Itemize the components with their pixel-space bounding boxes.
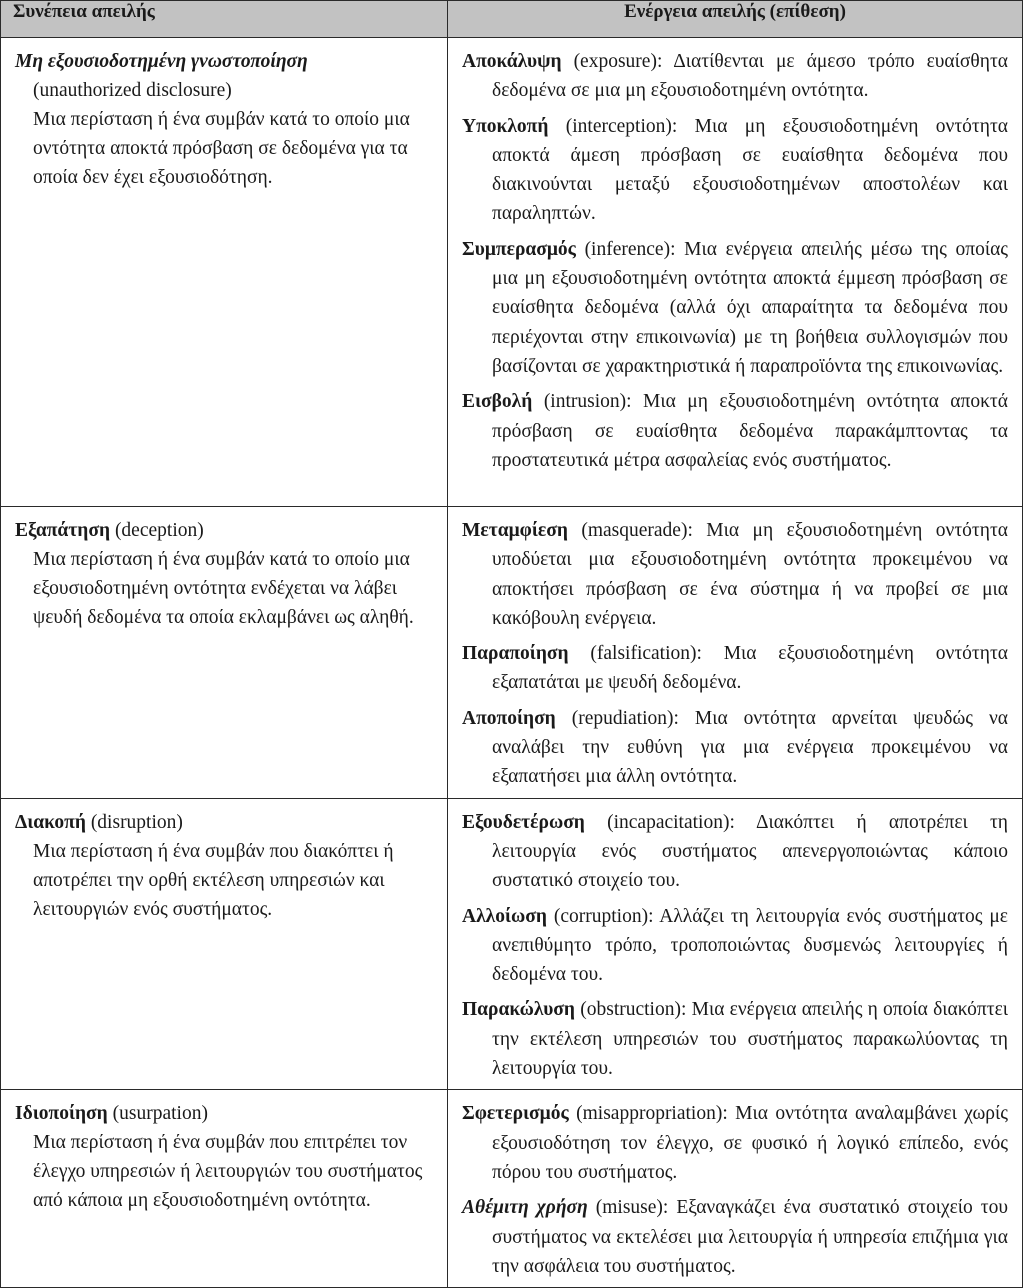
header-row <box>1 1 1023 38</box>
action-item <box>462 47 1008 106</box>
action-item <box>462 1099 1008 1187</box>
consequence-cell <box>1 38 448 507</box>
action-term: Μεταμφίεση <box>462 520 568 541</box>
consequence-english: (disruption) <box>90 811 183 833</box>
action-english: (corruption) <box>553 905 649 927</box>
action-english: (obstruction) <box>580 999 681 1021</box>
consequence-term: Ιδιοποίηση <box>15 1103 108 1125</box>
action-english: (misappropriation) <box>576 1103 723 1125</box>
action-text: : Διακόπτει ή αποτρέπει τη λειτουργία ενός συστήματος απενεργοποιώντας κάποιο συστατικό στοιχείο του. <box>492 811 1009 892</box>
actions-cell <box>448 38 1023 507</box>
action-text: : Μια ενέργεια απειλής μέσω της οποίας μια μη εξουσιοδοτημένη οντότητα αποκτά έμμεση πρόσβαση σε ευαίσθητα δεδομένα (αλλά όχι απαραίτητα τα δεδομένα που περιέχονται στην επικοινωνία) με τη βοήθεια συλλογισμών που βασίζονται σε χαρακτηριστικά ή παραπροϊόντα της επικοινωνίας. <box>492 238 1009 377</box>
action-item <box>462 112 1008 229</box>
consequence-term: Διακοπή <box>15 811 86 833</box>
table-row <box>1 507 1023 799</box>
action-term: Εξουδετέρωση <box>462 811 585 833</box>
header-action: Ενέργεια απειλής (επίθεση) <box>448 1 1023 38</box>
action-text: : Μια ενέργεια απειλής η οποία διακόπτει την εκτέλεση υπηρεσιών του συστήματος παρακωλύοντας τη λειτουργία του. <box>492 999 1009 1080</box>
action-term: Σφετερισμός <box>462 1103 569 1125</box>
action-term: Αθέμιτη χρήση <box>462 1197 588 1219</box>
consequence-heading <box>15 1099 433 1128</box>
action-english: (masquerade) <box>581 520 688 541</box>
consequence-heading <box>15 516 433 545</box>
actions-cell <box>448 798 1023 1090</box>
consequence-term: Μη εξουσιοδοτημένη γνωστοποίηση <box>15 51 308 72</box>
action-item <box>462 516 1008 633</box>
action-term: Αποποίηση <box>462 707 556 729</box>
action-text: : Μια οντότητα αναλαμβάνει χωρίς εξουσιοδότηση τον έλεγχο, σε φυσικό ή λογικό επίπεδο, ενός πόρου του συστήματος. <box>492 1103 1008 1183</box>
consequence-description: Μια περίσταση ή ένα συμβάν που επιτρέπει τον έλεγχο υπηρεσιών ή λειτουργιών του συστήματος από κάποια μη εξουσιοδοτημένη οντότητα. <box>33 1132 423 1212</box>
action-english: (misuse) <box>595 1197 663 1219</box>
action-item <box>462 995 1008 1083</box>
consequence-cell <box>1 1090 448 1288</box>
action-term: Αποκάλυψη <box>462 51 562 72</box>
action-text: : Αλλάζει τη λειτουργία ενός συστήματος με ανεπιθύμητο τρόπο, τροποποιώντας δυσμενώς λειτουργίες ή δεδομένα του. <box>492 905 1008 986</box>
consequence-heading <box>15 47 433 76</box>
action-item <box>462 387 1008 475</box>
action-text: : Μια μη εξουσιοδοτημένη οντότητα αποκτά άμεση πρόσβαση σε ευαίσθητα δεδομένα που διακινούνται μεταξύ εξουσιοδοτημένων αποστολέων και παραληπτών. <box>492 115 1009 225</box>
action-english: (falsification) <box>590 643 697 665</box>
action-item <box>462 808 1008 896</box>
action-term: Υποκλοπή <box>462 115 549 137</box>
action-english: (exposure) <box>573 51 657 72</box>
action-text: : Μια μη εξουσιοδοτημένη οντότητα αποκτά πρόσβαση σε ευαίσθητα δεδομένα παρακάμπτοντας τα προστατευτικά μέτρα ασφαλείας ενός συστήματος. <box>492 391 1008 471</box>
consequence-heading <box>15 808 433 837</box>
consequence-english: (deception) <box>114 520 204 541</box>
action-english: (intrusion) <box>543 391 627 413</box>
action-text: : Μια οντότητα αρνείται ψευδώς να αναλάβει την ευθύνη για μια ενέργεια προκειμένου να εξαπατήσει μια άλλη οντότητα. <box>492 707 1008 788</box>
action-item <box>462 902 1008 990</box>
actions-cell <box>448 1090 1023 1288</box>
action-term: Αλλοίωση <box>462 905 547 927</box>
consequence-english: (usurpation) <box>112 1103 208 1125</box>
action-item <box>462 639 1008 698</box>
action-term: Συμπερασμός <box>462 238 576 260</box>
table-row <box>1 1090 1023 1288</box>
consequence-description: Μια περίσταση ή ένα συμβάν που διακόπτει ή αποτρέπει την ορθή εκτέλεση υπηρεσιών και λειτουργιών ενός συστήματος. <box>33 840 394 920</box>
action-english: (interception) <box>565 115 672 137</box>
action-text: : Εξαναγκάζει ένα συστατικό στοιχείο του συστήματος να εκτελέσει μια λειτουργία ή υπηρεσία επιζήμια για την ασφάλεια του συστήματος. <box>492 1197 1009 1277</box>
actions-cell <box>448 507 1023 799</box>
action-term: Παραποίηση <box>462 643 569 665</box>
action-item <box>462 1193 1008 1281</box>
consequence-term: Εξαπάτηση <box>15 520 111 541</box>
action-text: : Διατίθενται με άμεσο τρόπο ευαίσθητα δεδομένα σε μια μη εξουσιοδοτημένη οντότητα. <box>492 51 1008 102</box>
consequence-cell <box>1 798 448 1090</box>
action-english: (incapacitation) <box>607 811 730 833</box>
consequence-english: (unauthorized disclosure) <box>33 80 232 101</box>
action-item <box>462 704 1008 792</box>
action-english: (inference) <box>584 238 671 260</box>
table-row <box>1 38 1023 507</box>
action-term: Εισβολή <box>462 391 533 413</box>
action-item <box>462 235 1008 381</box>
action-english: (repudiation) <box>571 707 674 729</box>
action-text: : Μια εξουσιοδοτημένη οντότητα εξαπατάται με ψευδή δεδομένα. <box>492 643 1008 694</box>
consequence-cell <box>1 507 448 799</box>
consequence-description: Μια περίσταση ή ένα συμβάν κατά το οποίο μια εξουσιοδοτημένη οντότητα ενδέχεται να λάβει ψευδή δεδομένα τα οποία εκλαμβάνει ως αληθή. <box>33 549 414 628</box>
header-consequence: Συνέπεια απειλής <box>1 1 448 38</box>
action-text: : Μια μη εξουσιοδοτημένη οντότητα υποδύεται μια εξουσιοδοτημένη οντότητα προκειμένου να αποκτήσει πρόσβαση σε ένα σύστημα ή να προβεί σε μια κακόβουλη ενέργεια. <box>492 520 1008 629</box>
consequence-description: Μια περίσταση ή ένα συμβάν κατά το οποίο μια οντότητα αποκτά πρόσβαση σε δεδομένα για τα οποία δεν έχει εξουσιοδότηση. <box>33 109 410 188</box>
action-term: Παρακώλυση <box>462 999 575 1021</box>
table-row <box>1 798 1023 1090</box>
